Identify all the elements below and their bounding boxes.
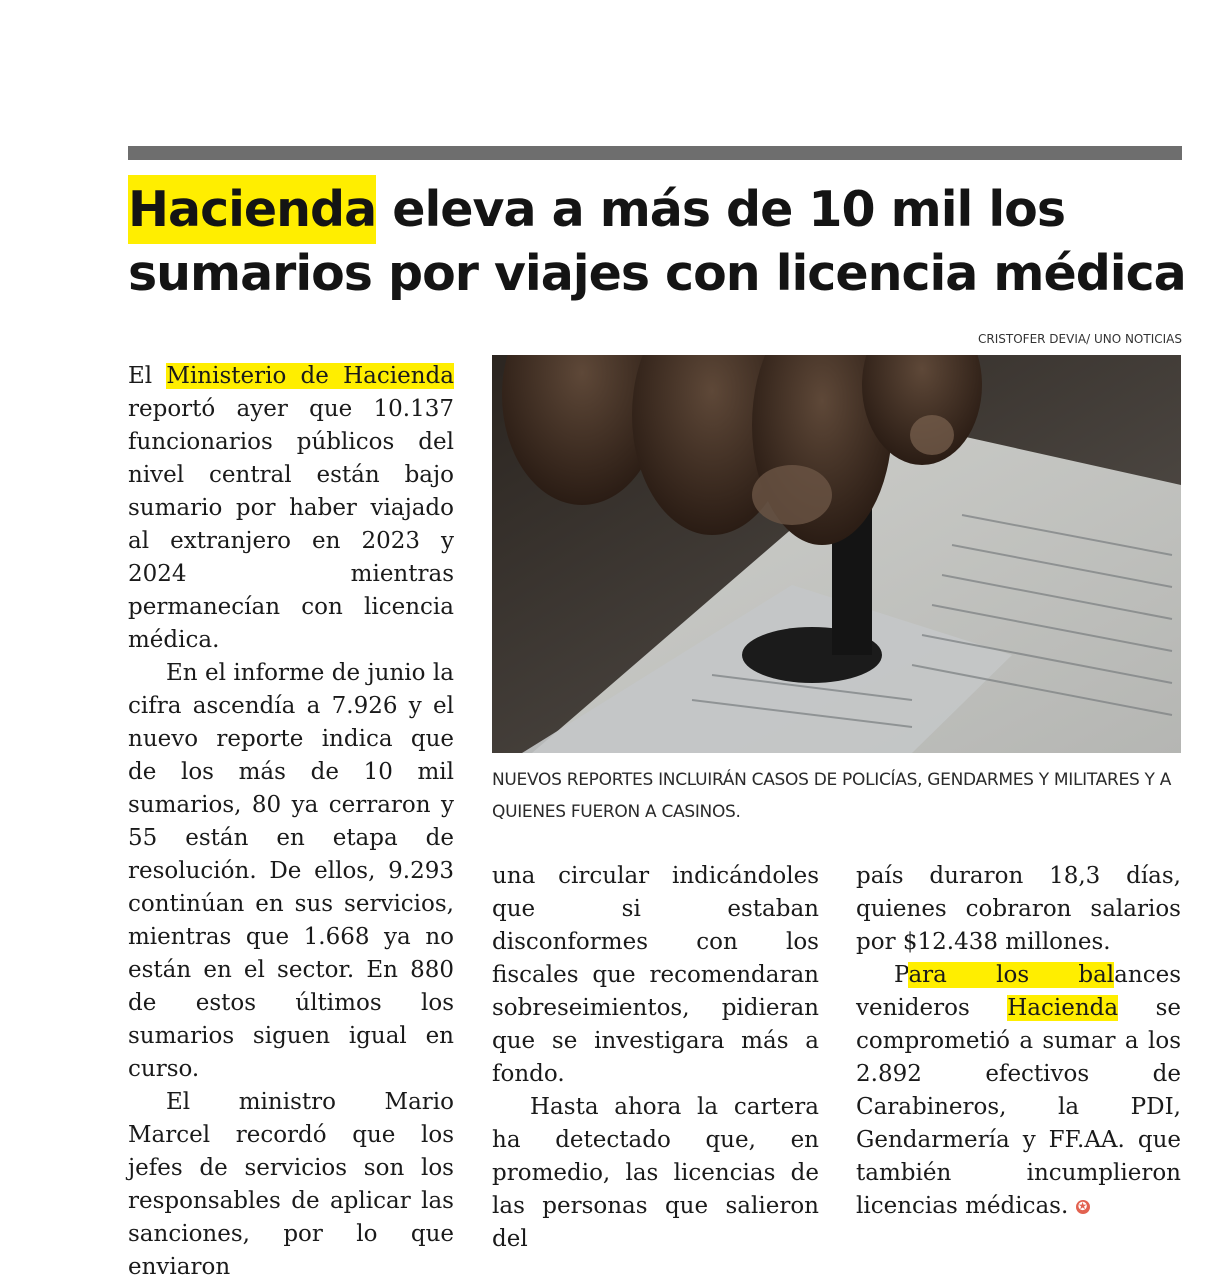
highlighted-text: Hacienda	[1007, 995, 1119, 1021]
photo-caption: NUEVOS REPORTES INCLUIRÁN CASOS DE POLICÍAS, GENDARMES Y MILITARES Y A QUIENES FUERON A CASINOS.	[492, 770, 1172, 822]
text-run: El	[128, 363, 167, 389]
text-run: se comprometió a sumar a los 2.892 efectivos de Carabineros, la PDI, Gendarmería y FF.AA. que también incumplieron licencias médicas.	[856, 995, 1181, 1219]
highlighted-text: Ministerio de Hacienda	[166, 363, 454, 389]
paragraph: Hasta ahora la cartera ha detectado que, en promedio, las licencias de las personas que salieron del	[492, 1094, 819, 1252]
photo-credit: CRISTOFER DEVIA/ UNO NOTICIAS	[978, 332, 1182, 346]
paragraph	[128, 360, 454, 657]
paragraph	[856, 959, 1181, 1223]
text-run: P	[894, 962, 909, 988]
headline-text: eleva a más de 10 mil los sumarios por viajes con licencia médica	[128, 181, 1186, 302]
paragraph: El ministro Mario Marcel recordó que los jefes de servicios son los responsables de aplicar las sanciones, por lo que enviaron	[128, 1089, 454, 1280]
top-rule	[128, 146, 1182, 160]
text-run: ances venideros	[856, 962, 1181, 1021]
end-of-article-icon: ✪	[1076, 1200, 1090, 1214]
highlighted-text: ara los bal	[908, 962, 1115, 988]
paragraph: En el informe de junio la cifra ascendía a 7.926 y el nuevo reporte indica que de los más de 10 mil sumarios, 80 ya cerraron y 55 están en etapa de resolución. De ellos, 9.293 continúan en sus servicios, mientras que 1.668 ya no están en el sector. En 880 de estos últimos los sumarios siguen igual en curso.	[128, 660, 454, 1082]
headline	[128, 178, 1188, 306]
article-column-3	[856, 860, 1181, 1223]
article-column-2	[492, 860, 819, 1256]
stamp-photo-illustration	[492, 355, 1181, 753]
paragraph: país duraron 18,3 días, quienes cobraron salarios por $12.438 millones.	[856, 863, 1181, 955]
text-run: reportó ayer que 10.137 funcionarios públicos del nivel central están bajo sumario por haber viajado al extranjero en 2023 y 2024 mientras permanecían con licencia médica.	[128, 396, 454, 653]
article-photo	[492, 355, 1181, 753]
article-column-1	[128, 360, 454, 1284]
headline-highlight: Hacienda	[128, 175, 376, 244]
paragraph: una circular indicándoles que si estaban disconformes con los fiscales que recomendaran sobreseimientos, pidieran que se investigara más a fondo.	[492, 863, 819, 1087]
